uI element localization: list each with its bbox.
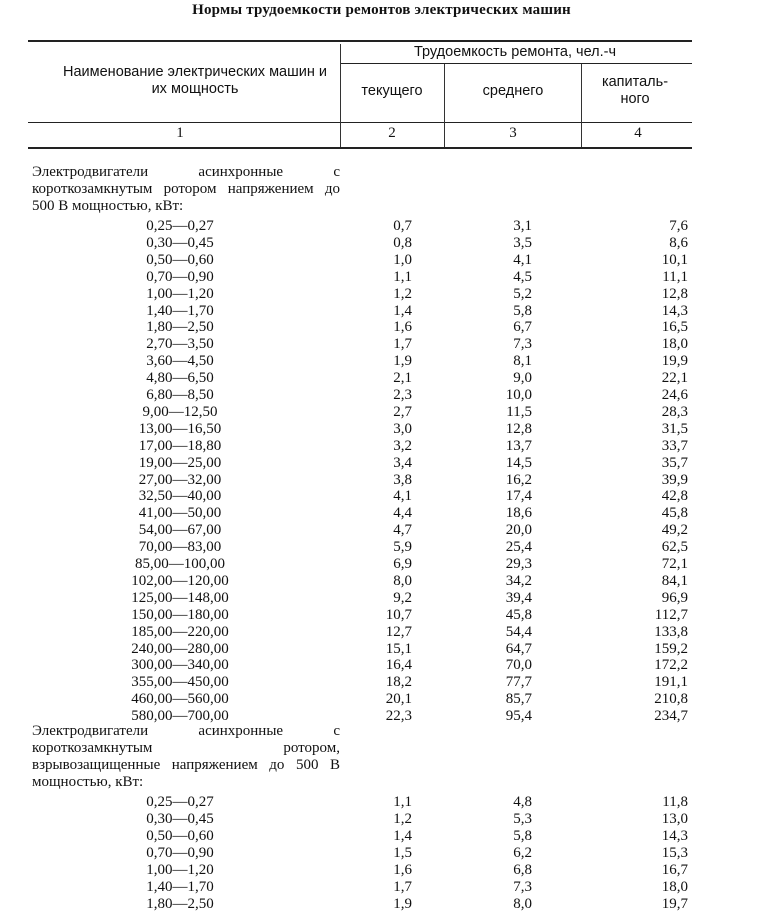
row-capital-repair-value: 159,2 (654, 640, 688, 657)
row-medium-repair-value: 11,5 (506, 403, 532, 420)
table-row (0, 353, 763, 370)
row-capital-repair-value: 42,8 (661, 488, 688, 505)
row-medium-repair-value: 64,7 (505, 640, 532, 657)
row-medium-repair-value: 85,7 (505, 691, 532, 708)
row-power-range: 4,80—6,50 (146, 370, 214, 387)
row-medium-repair-value: 5,3 (513, 811, 532, 827)
header-capital-repair: капиталь-ного (601, 74, 669, 107)
row-capital-repair-value: 12,8 (661, 285, 688, 302)
row-medium-repair-value: 14,5 (505, 454, 532, 471)
table-row (0, 657, 763, 674)
row-current-repair-value: 3,2 (393, 437, 412, 454)
table-row (0, 387, 763, 404)
row-medium-repair-value: 77,7 (505, 674, 532, 691)
row-current-repair-value: 9,2 (393, 589, 412, 606)
row-medium-repair-value: 39,4 (505, 589, 532, 606)
row-current-repair-value: 18,2 (385, 674, 412, 691)
row-power-range: 17,00—18,80 (138, 437, 222, 454)
row-current-repair-value: 2,3 (393, 387, 412, 403)
row-power-range: 0,50—0,60 (146, 828, 214, 844)
header-name-column: Наименование электрических машин и их мощность (63, 64, 327, 97)
row-capital-repair-value: 18,0 (661, 336, 688, 353)
row-power-range: 0,25—0,27 (146, 794, 214, 810)
row-current-repair-value: 1,1 (393, 794, 412, 810)
row-power-range: 240,00—280,00 (131, 640, 229, 657)
row-capital-repair-value: 96,9 (661, 589, 688, 606)
row-capital-repair-value: 16,7 (661, 862, 688, 878)
table-row (0, 488, 763, 505)
table-row (0, 421, 763, 438)
row-medium-repair-value: 54,4 (505, 623, 532, 640)
row-capital-repair-value: 234,7 (654, 708, 688, 725)
row-medium-repair-value: 8,1 (513, 353, 532, 370)
header-current-repair: текущего (361, 83, 423, 99)
row-capital-repair-value: 24,6 (661, 387, 688, 403)
row-capital-repair-value: 62,5 (661, 539, 688, 556)
table-row (0, 286, 763, 303)
row-current-repair-value: 1,2 (393, 811, 412, 827)
row-medium-repair-value: 8,0 (513, 896, 532, 912)
row-medium-repair-value: 18,6 (505, 505, 532, 522)
row-capital-repair-value: 112,7 (654, 606, 688, 623)
row-power-range: 1,00—1,20 (146, 285, 214, 302)
section-title-squirrel-cage-motors: Электродвигатели асинхронные с короткозамкнутым ротором напряжением до 500 В мощностью, кВт: (32, 164, 340, 214)
row-capital-repair-value: 19,7 (661, 896, 688, 912)
row-current-repair-value: 6,9 (393, 556, 412, 572)
column-numbers-rule (28, 147, 692, 149)
row-medium-repair-value: 12,8 (505, 420, 532, 437)
row-power-range: 150,00—180,00 (131, 606, 229, 623)
row-power-range: 185,00—220,00 (131, 623, 229, 640)
row-current-repair-value: 1,7 (393, 336, 412, 353)
row-current-repair-value: 1,6 (393, 862, 412, 878)
row-medium-repair-value: 95,4 (505, 708, 532, 725)
row-power-range: 580,00—700,00 (131, 708, 229, 725)
table-row (0, 269, 763, 286)
row-power-range: 54,00—67,00 (138, 522, 222, 539)
row-current-repair-value: 2,1 (393, 370, 412, 387)
row-medium-repair-value: 6,2 (513, 845, 532, 861)
row-medium-repair-value: 34,2 (505, 572, 532, 589)
row-capital-repair-value: 84,1 (661, 572, 688, 589)
table-row (0, 303, 763, 320)
row-medium-repair-value: 9,0 (513, 370, 532, 387)
row-medium-repair-value: 45,8 (505, 606, 532, 623)
row-current-repair-value: 1,9 (393, 353, 412, 370)
row-current-repair-value: 15,1 (385, 640, 412, 657)
page-title: Нормы трудоемкости ремонтов электрических машин (192, 2, 571, 18)
row-capital-repair-value: 49,2 (661, 522, 688, 539)
row-medium-repair-value: 16,2 (505, 471, 532, 488)
table-row (0, 794, 763, 811)
row-medium-repair-value: 4,8 (513, 794, 532, 810)
table-row (0, 235, 763, 252)
table-row (0, 522, 763, 539)
row-power-range: 0,70—0,90 (146, 845, 214, 861)
table-row (0, 319, 763, 336)
row-current-repair-value: 8,0 (393, 572, 412, 589)
table-row (0, 845, 763, 862)
table-row (0, 811, 763, 828)
row-power-range: 102,00—120,00 (131, 572, 229, 589)
row-capital-repair-value: 13,0 (661, 811, 688, 827)
row-medium-repair-value: 6,7 (513, 319, 532, 336)
table-row (0, 641, 763, 658)
row-capital-repair-value: 22,1 (661, 370, 688, 387)
table-row (0, 624, 763, 641)
row-power-range: 460,00—560,00 (131, 691, 229, 708)
table-row (0, 573, 763, 590)
row-current-repair-value: 1,2 (393, 285, 412, 302)
column-divider-1 (340, 44, 341, 147)
row-capital-repair-value: 11,8 (662, 794, 688, 810)
table-row (0, 370, 763, 387)
row-current-repair-value: 0,8 (393, 234, 412, 251)
table-row (0, 336, 763, 353)
row-capital-repair-value: 33,7 (661, 437, 688, 454)
row-power-range: 300,00—340,00 (131, 657, 229, 674)
row-medium-repair-value: 4,5 (513, 268, 532, 285)
table-row (0, 862, 763, 879)
row-current-repair-value: 3,0 (393, 420, 412, 437)
row-power-range: 9,00—12,50 (142, 403, 218, 420)
row-capital-repair-value: 14,3 (661, 828, 688, 844)
table-row (0, 674, 763, 691)
table-row (0, 218, 763, 235)
row-capital-repair-value: 10,1 (661, 251, 688, 268)
row-medium-repair-value: 3,1 (513, 218, 532, 234)
row-medium-repair-value: 70,0 (505, 657, 532, 674)
row-medium-repair-value: 3,5 (513, 234, 532, 251)
column-divider-2 (444, 64, 445, 147)
table-row (0, 455, 763, 472)
row-power-range: 0,25—0,27 (146, 218, 214, 234)
column-divider-3 (581, 64, 582, 147)
row-power-range: 85,00—100,00 (135, 556, 225, 572)
row-current-repair-value: 0,7 (393, 218, 412, 234)
row-current-repair-value: 1,0 (393, 251, 412, 268)
header-bottom-rule (28, 122, 692, 123)
row-current-repair-value: 2,7 (393, 403, 412, 420)
row-power-range: 2,70—3,50 (146, 336, 214, 353)
row-current-repair-value: 1,1 (393, 268, 412, 285)
row-medium-repair-value: 7,3 (513, 879, 532, 895)
row-medium-repair-value: 10,0 (505, 387, 532, 403)
row-current-repair-value: 1,5 (393, 845, 412, 861)
row-capital-repair-value: 35,7 (661, 454, 688, 471)
row-power-range: 0,70—0,90 (146, 268, 214, 285)
column-number-3: 3 (509, 125, 517, 141)
table-row (0, 438, 763, 455)
row-medium-repair-value: 29,3 (505, 556, 532, 572)
column-number-1: 1 (176, 125, 184, 141)
row-current-repair-value: 1,9 (393, 896, 412, 912)
row-current-repair-value: 4,1 (393, 488, 412, 505)
row-capital-repair-value: 45,8 (661, 505, 688, 522)
column-number-2: 2 (388, 125, 396, 141)
row-capital-repair-value: 16,5 (661, 319, 688, 336)
header-subgroup-rule (340, 63, 692, 64)
row-current-repair-value: 22,3 (385, 708, 412, 725)
row-capital-repair-value: 8,6 (669, 234, 688, 251)
row-current-repair-value: 16,4 (385, 657, 412, 674)
table-row (0, 505, 763, 522)
row-capital-repair-value: 15,3 (661, 845, 688, 861)
row-current-repair-value: 1,4 (393, 828, 412, 844)
row-capital-repair-value: 133,8 (654, 623, 688, 640)
row-power-range: 13,00—16,50 (138, 420, 222, 437)
row-medium-repair-value: 17,4 (505, 488, 532, 505)
row-power-range: 70,00—83,00 (138, 539, 222, 556)
row-power-range: 355,00—450,00 (131, 674, 229, 691)
row-capital-repair-value: 191,1 (654, 674, 688, 691)
column-number-4: 4 (634, 125, 642, 141)
table-row (0, 252, 763, 269)
table-row (0, 590, 763, 607)
header-top-rule (28, 40, 692, 42)
row-current-repair-value: 10,7 (385, 606, 412, 623)
row-capital-repair-value: 28,3 (661, 403, 688, 420)
row-capital-repair-value: 210,8 (654, 691, 688, 708)
row-current-repair-value: 1,6 (393, 319, 412, 336)
row-current-repair-value: 4,7 (393, 522, 412, 539)
header-medium-repair: среднего (482, 83, 544, 99)
row-power-range: 125,00—148,00 (131, 589, 229, 606)
row-capital-repair-value: 7,6 (669, 218, 688, 234)
table-row (0, 607, 763, 624)
row-medium-repair-value: 5,8 (513, 302, 532, 319)
row-power-range: 3,60—4,50 (146, 353, 214, 370)
row-current-repair-value: 4,4 (393, 505, 412, 522)
row-medium-repair-value: 5,2 (513, 285, 532, 302)
row-medium-repair-value: 25,4 (505, 539, 532, 556)
row-current-repair-value: 3,8 (393, 471, 412, 488)
row-current-repair-value: 1,7 (393, 879, 412, 895)
row-capital-repair-value: 11,1 (662, 268, 688, 285)
table-row (0, 404, 763, 421)
table-row (0, 828, 763, 845)
row-power-range: 0,30—0,45 (146, 811, 214, 827)
row-power-range: 1,00—1,20 (146, 862, 214, 878)
row-power-range: 27,00—32,00 (138, 471, 222, 488)
row-capital-repair-value: 172,2 (654, 657, 688, 674)
row-medium-repair-value: 5,8 (513, 828, 532, 844)
row-capital-repair-value: 31,5 (661, 420, 688, 437)
row-medium-repair-value: 6,8 (513, 862, 532, 878)
table-row (0, 472, 763, 489)
row-capital-repair-value: 72,1 (661, 556, 688, 572)
header-labor-group: Трудоемкость ремонта, чел.-ч (413, 44, 617, 60)
row-current-repair-value: 1,4 (393, 302, 412, 319)
row-current-repair-value: 12,7 (385, 623, 412, 640)
section-title-explosion-proof-motors: Электродвигатели асинхронные с короткозамкнутым ротором, взрывозащищенные напряжением до 500 В мощностью, кВт: (32, 723, 340, 790)
row-power-range: 6,80—8,50 (146, 387, 214, 403)
row-power-range: 32,50—40,00 (138, 488, 222, 505)
row-medium-repair-value: 4,1 (513, 251, 532, 268)
row-power-range: 1,80—2,50 (146, 319, 214, 336)
row-medium-repair-value: 7,3 (513, 336, 532, 353)
row-power-range: 0,30—0,45 (146, 234, 214, 251)
row-current-repair-value: 5,9 (393, 539, 412, 556)
row-power-range: 41,00—50,00 (138, 505, 222, 522)
row-medium-repair-value: 13,7 (505, 437, 532, 454)
row-capital-repair-value: 19,9 (661, 353, 688, 370)
table-row (0, 896, 763, 913)
row-power-range: 1,40—1,70 (146, 302, 214, 319)
row-power-range: 1,80—2,50 (146, 896, 214, 912)
row-medium-repair-value: 20,0 (505, 522, 532, 539)
table-row (0, 556, 763, 573)
row-current-repair-value: 3,4 (393, 454, 412, 471)
table-row (0, 691, 763, 708)
table-row (0, 879, 763, 896)
row-power-range: 1,40—1,70 (146, 879, 214, 895)
row-capital-repair-value: 14,3 (661, 302, 688, 319)
row-capital-repair-value: 18,0 (661, 879, 688, 895)
row-current-repair-value: 20,1 (385, 691, 412, 708)
row-power-range: 19,00—25,00 (138, 454, 222, 471)
table-row (0, 539, 763, 556)
row-power-range: 0,50—0,60 (146, 251, 214, 268)
row-capital-repair-value: 39,9 (661, 471, 688, 488)
